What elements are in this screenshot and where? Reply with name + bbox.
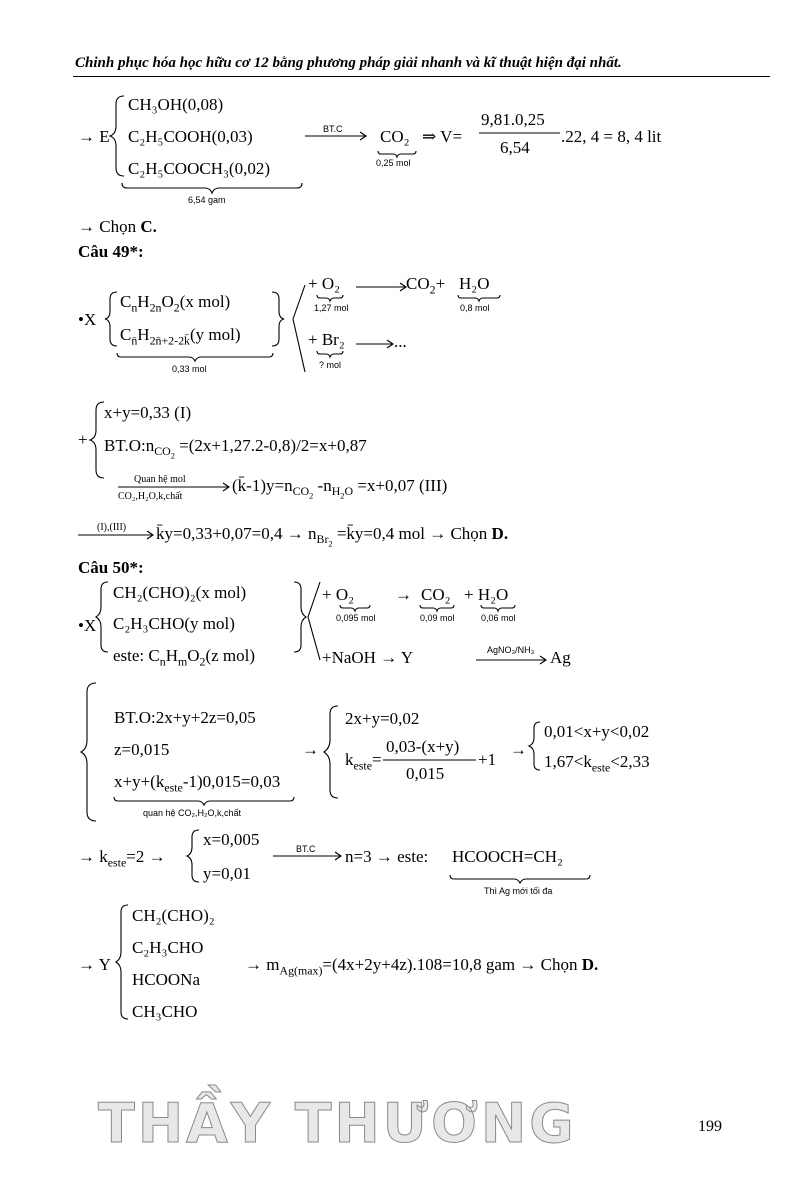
- btc-label-e: BT.C: [323, 124, 343, 134]
- q49-br2-dots: ...: [394, 332, 407, 351]
- q50-co2-mol: 0,09 mol: [420, 613, 455, 623]
- q49-final-label: (I),(III): [97, 522, 127, 533]
- q49-final: k̄y=0,33+0,07=0,4 → $n_{Br_2}$ =k̄y=0,4 mol → Chọn D.: [156, 524, 509, 549]
- y-component-1: CH₂(CHO)₂: [132, 906, 215, 925]
- btc-label-50: BT.C: [296, 844, 316, 854]
- q50-o2-mol: 0,095 mol: [336, 613, 376, 623]
- brace-k: [187, 830, 199, 882]
- underbrace-sys1: [114, 797, 294, 805]
- brace-q49: [105, 292, 117, 346]
- q50-agno3: AgNO₃/NH₃: [487, 645, 535, 655]
- underbrace-co2: [378, 151, 416, 157]
- sys-arrow-1: →: [302, 740, 319, 759]
- closebrace-q49: [272, 292, 284, 346]
- q49-bullet: •X: [78, 310, 97, 329]
- co2-mol-e: 0,25 mol: [376, 158, 411, 168]
- k-line: → $k_{este}=2$ →: [78, 847, 166, 870]
- v-numerator: 9,81.0,25: [481, 110, 545, 129]
- underbrace-h2o-49: [458, 295, 500, 301]
- header-rule: [73, 76, 770, 77]
- sys2-k: $k_{este}=$: [345, 750, 382, 773]
- sys1-line1: BT.O:2x+y+2z=0,05: [114, 708, 256, 727]
- q49-mol-total: 0,33 mol: [172, 364, 207, 374]
- q50-arrow: →: [395, 585, 412, 604]
- y-value: y=0,01: [203, 864, 251, 883]
- sys-arrow-2: →: [510, 740, 527, 759]
- arrow-e: → E: [78, 127, 110, 146]
- q49-plus-br2: + Br₂: [308, 330, 345, 349]
- brace-y: [116, 905, 128, 1019]
- sys3-line1: 0,01<x+y<0,02: [544, 722, 650, 741]
- watermark-logo: THẦY THƯƠNG: [98, 1092, 577, 1155]
- underbrace-e: [122, 183, 302, 193]
- q49-eq2: $BT.O:n_{CO_2} =(2x+1,27.2-0,8)/2=x+0,87$: [104, 436, 367, 461]
- q50-component-3: este: $C_nH_mO_2(z$ mol): [113, 646, 256, 669]
- q49-plus-o2: + O₂: [308, 274, 341, 293]
- brace-q49-system: [90, 402, 104, 478]
- q49-plus: +: [78, 430, 88, 449]
- brace-q50: [96, 582, 108, 652]
- underbrace-br2-49: [317, 351, 343, 357]
- brace-sys3: [529, 722, 540, 770]
- q50-co2: CO₂: [421, 585, 451, 604]
- y-component-3: HCOONa: [132, 970, 200, 989]
- e-component-2: C₂H₅COOH(0,03): [128, 127, 253, 146]
- q49-o2-mol: 1,27 mol: [314, 303, 349, 313]
- q49-products: $CO_2+$: [406, 274, 446, 297]
- sys2-numerator: 0,03-(x+y): [386, 737, 460, 756]
- n-value: n=3 → este:: [345, 847, 429, 866]
- y-component-4: CH₃CHO: [132, 1002, 198, 1021]
- underbrace-h2o-50: [481, 605, 515, 611]
- q50-component-2: C₂H₃CHO(y mol): [113, 614, 235, 633]
- q49-title: Câu 49*:: [78, 242, 144, 261]
- sys1-line2: z=0,015: [114, 740, 170, 759]
- q49-eq3-below: CO₂,H₂O,k,chất: [118, 491, 183, 502]
- choose-c: → Chọn C.: [78, 217, 157, 236]
- underbrace-co2-50: [420, 605, 454, 611]
- running-header: Chinh phục hóa học hữu cơ 12 bằng phương pháp giải nhanh và kĩ thuật hiện đại nhất.: [75, 55, 622, 71]
- q49-h2o-mol: 0,8 mol: [460, 303, 490, 313]
- q49-eq1: x+y=0,33 (I): [104, 403, 192, 422]
- q50-naoh: +NaOH → Y: [322, 648, 414, 667]
- q49-br2-mol: ? mol: [319, 360, 342, 370]
- e-mass-label: 6,54 gam: [188, 195, 226, 205]
- q50-component-1: CH₂(CHO)₂(x mol): [113, 583, 247, 602]
- v-prefix: ⇒ V=: [422, 127, 463, 146]
- ester-note: Thì Ag mới tối đa: [484, 886, 553, 896]
- sys2-plus-one: +1: [478, 750, 497, 769]
- co2-e: CO₂: [380, 127, 410, 146]
- underbrace-o2-50: [340, 605, 370, 611]
- e-component-1: CH₃OH(0,08): [128, 95, 224, 114]
- underbrace-q49: [117, 353, 273, 361]
- q50-h2o-mol: 0,06 mol: [481, 613, 516, 623]
- brace-sys2: [324, 706, 338, 798]
- q50-plus-o2: + O₂: [322, 585, 355, 604]
- q50-title: Câu 50*:: [78, 558, 144, 577]
- sys3-line2: $1,67<k_{este}<2,33$: [544, 752, 650, 775]
- ester-formula: HCOOCH=CH₂: [452, 847, 563, 866]
- page-number: 199: [698, 1118, 722, 1135]
- q49-eq3-above: Quan hệ mol: [134, 474, 186, 485]
- q50-bullet: •X: [78, 616, 97, 635]
- brace-e: [110, 96, 124, 176]
- underbrace-ester: [450, 875, 590, 883]
- underbrace-o2-49: [317, 295, 343, 301]
- sys1-note: quan hệ CO₂,H₂O,k,chất: [143, 808, 242, 818]
- v-denominator: 6,54: [500, 138, 530, 157]
- sys1-line3: $x+y+(k_{este}-1)0,015=0,03$: [114, 772, 281, 795]
- q49-component-1: $C_nH_{2n}O_2(x$ mol): [120, 292, 231, 315]
- y-arrow: → Y: [78, 955, 111, 974]
- y-component-2: C₂H₃CHO: [132, 938, 204, 957]
- closebrace-q50: [294, 582, 306, 652]
- x-value: x=0,005: [203, 830, 260, 849]
- q50-plus-h2o: + H₂O: [464, 585, 509, 604]
- q50-ag: Ag: [550, 648, 571, 667]
- brace-sys1: [81, 683, 96, 821]
- q49-component-2: $C_{n̄}H_{2n̄+2-2k̄}(y$ mol): [120, 325, 241, 348]
- sys2-line1: 2x+y=0,02: [345, 709, 420, 728]
- m-ag-max: → $m_{Ag(max)}=(4x+2y+4z).108=10,8$ gam → Chọn D.: [245, 955, 599, 978]
- v-result: .22, 4 = 8, 4 lit: [561, 127, 662, 146]
- q49-eq3: $(k̄-1)y=n_{CO_2}$ $-n_{H_2O} =x+0,07$ (III): [232, 476, 448, 501]
- e-component-3: C₂H₅COOCH₃(0,02): [128, 159, 270, 178]
- sys2-denominator: 0,015: [406, 764, 445, 783]
- q49-h2o: H₂O: [459, 274, 490, 293]
